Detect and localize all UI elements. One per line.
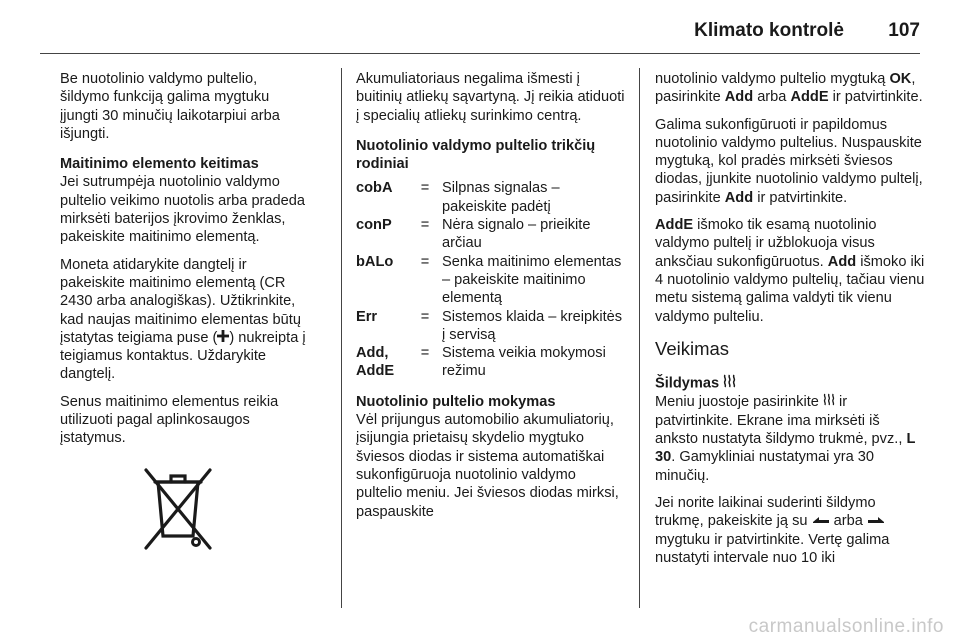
intro-paragraph: Be nuotolinio valdymo pultelio, šildymo funkciją galima mygtuku įjungti 30 minučių laikotarpiui arba išjungti. xyxy=(60,71,280,142)
replace-text-a: Moneta atidarykite dangtelį ir pakeiskite maitinimo elementą (CR 2430 arba analogiškas). Užtikrinkite, kad naujas maitinimo elementas būtų įstatytas teigiama puse ( xyxy=(60,256,301,346)
adjust-text-c: mygtuku ir patvirtinkite. Vertę galima nustatyti intervale nuo 10 iki xyxy=(655,531,890,566)
fault-equals: = xyxy=(420,308,430,325)
adde-text-a: išmoko tik esamą nuotolinio valdymo pultelį ir užblokuoja visus anksčiau sukonfigūruotus. xyxy=(655,217,877,270)
battery-paragraph: Jei sutrumpėja nuotolinio valdymo pultelio veikimo nuotolis arba pradeda mirksėti baterijos įkrovimo ženklas, pakeiskite maitinimo elementą. xyxy=(60,174,306,246)
fault-row xyxy=(356,344,626,381)
heating-heading xyxy=(655,374,925,393)
battery-disposal-paragraph: Akumuliatoriaus negalima išmesti į buitinių atliekų sąvartyną. Jį reikia atiduoti į specialių atliekų surinkimo centrą. xyxy=(356,71,625,124)
page-header xyxy=(0,0,960,60)
learn-heading: Nuotolinio pultelio mokymas xyxy=(356,393,556,410)
column-3 xyxy=(655,70,925,576)
add-label: Add xyxy=(724,189,754,206)
confirm-text-b: , pasirinkite xyxy=(655,71,916,106)
fault-equals: = xyxy=(420,345,430,362)
fault-code: Err xyxy=(356,308,378,325)
fault-row xyxy=(356,308,626,345)
left-arrow-icon xyxy=(812,512,830,530)
confirm-paragraph xyxy=(655,70,925,107)
plus-circle-icon xyxy=(217,329,229,347)
fault-table xyxy=(356,179,626,380)
fault-desc: Sistema veikia mokymosi režimu xyxy=(442,345,606,380)
fault-code: Add, AddE xyxy=(356,345,395,380)
l30-label: L 30 xyxy=(655,431,916,466)
ok-label: OK xyxy=(889,71,912,87)
confirm-text-d: ir patvirtinkite. xyxy=(828,89,923,106)
header-divider xyxy=(40,53,920,54)
fault-row xyxy=(356,179,626,216)
fault-row xyxy=(356,253,626,308)
section-heading: Veikimas xyxy=(655,337,730,359)
extra-remotes-paragraph xyxy=(655,116,925,207)
disposal-paragraph: Senus maitinimo elementus reikia utilizuoti pagal aplinkosaugos įstatymus. xyxy=(60,393,279,447)
heating-text-c: . Gamykliniai nustatymai yra 30 minučių. xyxy=(655,449,875,484)
adde-label: AddE xyxy=(655,217,694,234)
fault-code: bALo xyxy=(356,253,394,270)
crossed-bin-icon xyxy=(138,462,218,554)
adjust-text-b: arba xyxy=(829,513,867,530)
heating-text-b: ir patvirtinkite. Ekrane ima mirksėti iš anksto nustatyta šildymo trukmė, pvz., xyxy=(655,394,907,448)
adjust-text-a: Jei norite laikinai suderinti šildymo trukmę, pakeiskite ją su xyxy=(655,494,876,530)
extra-text-end: ir patvirtinkite. xyxy=(753,189,848,206)
replace-text-b: ) nukreipta į teigiamus kontaktus. Uždarykite dangtelį. xyxy=(60,329,306,383)
fault-code: conP xyxy=(356,217,392,234)
page-title: Klimato kontrolė xyxy=(694,20,844,41)
fault-desc: Sistemos klaida – kreipkitės į servisą xyxy=(442,308,623,343)
heating-paragraph xyxy=(655,393,925,485)
heating-icon xyxy=(723,374,736,393)
battery-heading: Maitinimo elemento keitimas xyxy=(60,156,259,173)
page-number: 107 xyxy=(888,20,920,41)
fault-desc: Senka maitinimo elementas – pakeiskite maitinimo elementą xyxy=(442,253,622,307)
add-label: Add xyxy=(724,89,754,106)
watermark: carmanualsonline.info xyxy=(748,616,944,637)
fault-code: cobA xyxy=(356,180,393,197)
fault-desc: Nėra signalo – prieikite arčiau xyxy=(442,217,591,252)
confirm-text-c: arba xyxy=(753,89,791,106)
extra-text: Galima sukonfigūruoti ir papildomus nuotolinio valdymo pultelius. Nuspauskite mygtuką, kol pradės mirksėti šviesos diodas, įjunkite nuotolinio valdymo pultelį, pasirinkite xyxy=(655,116,923,206)
replace-paragraph xyxy=(60,256,310,384)
learn-paragraph: Vėl prijungus automobilio akumuliatorių, įsijungia prietaisų skydelio mygtuko šviesos diodas ir sistema automatiškai sukonfigūruoja nuotolinio valdymo pultelio meniu. Jei šviesos diodas mirksi, paspauskite xyxy=(356,412,619,520)
column-divider-1 xyxy=(341,68,342,608)
heating-text-a: Meniu juostoje pasirinkite xyxy=(655,394,823,411)
fault-heading: Nuotolinio valdymo pultelio trikčių rodiniai xyxy=(356,137,596,173)
fault-desc: Silpnas signalas – pakeiskite padėtį xyxy=(442,180,560,215)
column-2 xyxy=(356,70,626,530)
fault-equals: = xyxy=(420,253,430,270)
add-label: Add xyxy=(827,253,857,270)
heating-icon xyxy=(823,393,835,411)
confirm-text-a: nuotolinio valdymo pultelio mygtuką xyxy=(655,71,890,87)
adde-text-b: išmoko iki 4 nuotolinio valdymo pultelių, tačiau vienu metu sistemą galima valdyti tik vienu valdymo pulteliu. xyxy=(655,253,925,325)
fault-equals: = xyxy=(420,217,430,234)
fault-row xyxy=(356,216,626,253)
adde-paragraph xyxy=(655,216,925,326)
column-1 xyxy=(60,70,310,554)
column-divider-2 xyxy=(639,68,640,608)
heating-heading-text: Šildymas xyxy=(655,375,720,392)
fault-equals: = xyxy=(420,180,430,197)
right-arrow-icon xyxy=(867,512,885,530)
adde-label: AddE xyxy=(790,89,829,106)
adjust-paragraph xyxy=(655,494,925,567)
